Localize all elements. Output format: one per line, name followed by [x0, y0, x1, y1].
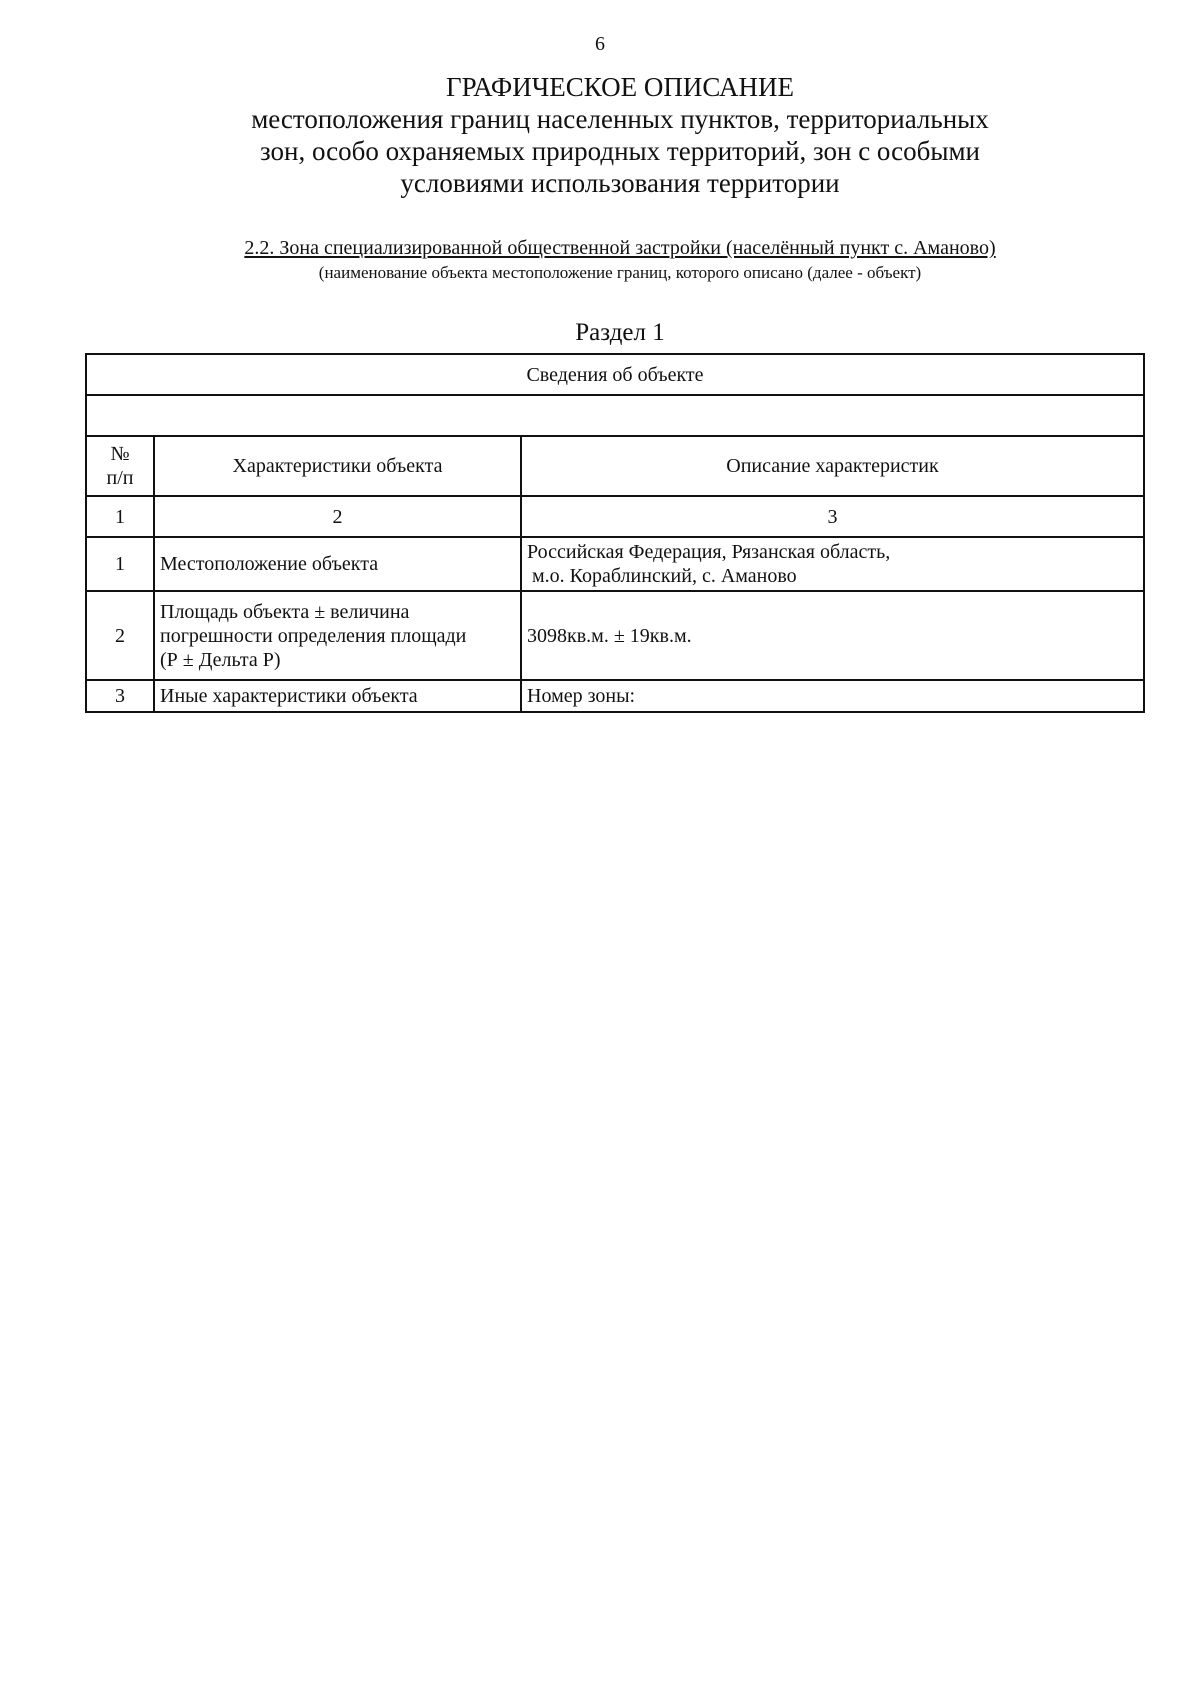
page-number: 6 — [595, 33, 605, 55]
object-name-text: 2.2. Зона специализированной общественной застройки (населённый пункт с. Аманово) — [244, 237, 996, 259]
table-row — [86, 680, 1144, 712]
row-description: 3098кв.м. ± 19кв.м. — [521, 591, 1144, 680]
column-header-num — [86, 436, 154, 496]
row-number: 3 — [86, 680, 154, 712]
object-name — [0, 236, 1200, 260]
column-header-row — [86, 436, 1144, 496]
table-row — [86, 591, 1144, 680]
subtitle-line: местоположения границ населенных пунктов, территориальных — [251, 104, 989, 134]
table-blank-row — [86, 395, 1144, 436]
object-name-hint: (наименование объекта местоположение границ, которого описано (далее - объект) — [318, 263, 922, 282]
row-description — [521, 537, 1144, 591]
row-description: Номер зоны: — [521, 680, 1144, 712]
column-header-description: Описание характеристик — [521, 436, 1144, 496]
column-header-characteristic: Характеристики объекта — [154, 436, 521, 496]
num-header-line: п/п — [106, 467, 134, 489]
row-number: 1 — [86, 537, 154, 591]
section-title: Раздел 1 — [575, 319, 665, 346]
column-number: 2 — [154, 496, 521, 537]
characteristic-line: (Р ± Дельта Р) — [160, 648, 281, 671]
characteristic-line: погрешности определения площади — [160, 624, 467, 647]
row-characteristic: Иные характеристики объекта — [154, 680, 521, 712]
num-header-line: № — [110, 443, 130, 465]
row-number: 2 — [86, 591, 154, 680]
subtitle-line: зон, особо охраняемых природных территорий, зон с особыми — [259, 136, 981, 166]
row-characteristic — [154, 591, 521, 680]
column-number: 3 — [521, 496, 1144, 537]
document-subtitle — [0, 103, 1200, 199]
table-row — [86, 537, 1144, 591]
document-title: ГРАФИЧЕСКОЕ ОПИСАНИЕ — [445, 72, 795, 102]
subtitle-line: условиями использования территории — [400, 168, 840, 198]
description-line: Российская Федерация, Рязанская область, — [527, 541, 891, 563]
column-number: 1 — [86, 496, 154, 537]
table-header-row — [86, 354, 1144, 395]
characteristic-line: Площадь объекта ± величина — [160, 600, 410, 623]
description-line: м.о. Кораблинский, с. Аманово — [527, 565, 797, 587]
table-header: Сведения об объекте — [86, 354, 1144, 395]
blank-cell — [86, 395, 1144, 436]
row-characteristic: Местоположение объекта — [154, 537, 521, 591]
object-info-table — [85, 353, 1145, 713]
column-number-row — [86, 496, 1144, 537]
